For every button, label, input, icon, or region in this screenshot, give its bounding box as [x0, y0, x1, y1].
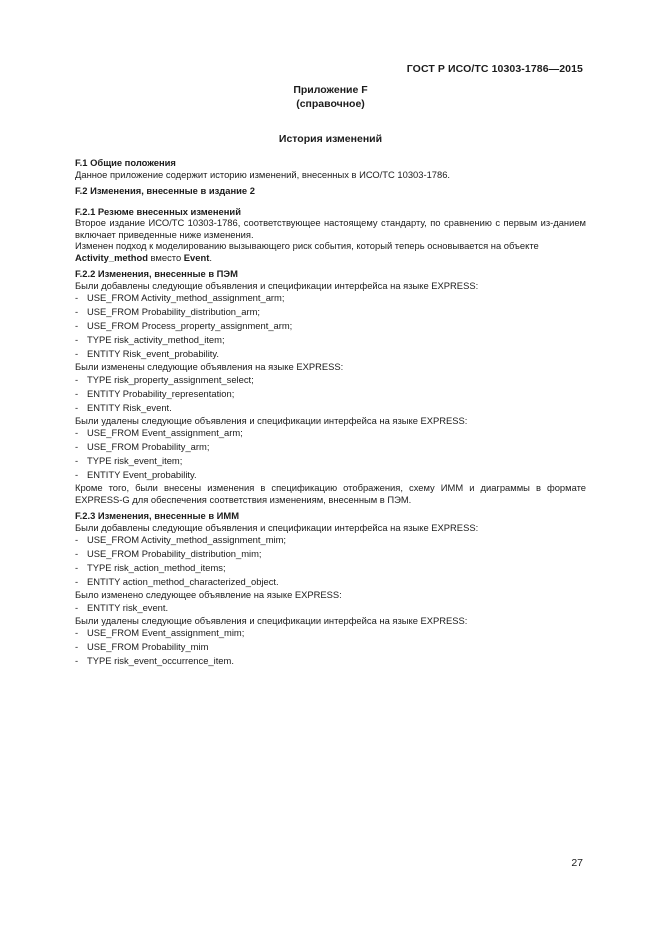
- f22-added-list: [75, 291, 586, 361]
- annex-subtitle: (справочное): [296, 98, 365, 110]
- list-item: - TYPE risk_activity_method_item;: [75, 334, 225, 345]
- document-body: [75, 157, 586, 668]
- list-item: - ENTITY action_method_characterized_object.: [75, 576, 279, 587]
- page-number: 27: [571, 857, 583, 869]
- section-f21-heading: F.2.1 Резюме внесенных изменений: [75, 205, 241, 217]
- list-item: - USE_FROM Process_property_assignment_arm;: [75, 320, 293, 331]
- list-item: - ENTITY Risk_event.: [75, 401, 172, 413]
- list-item: - USE_FROM Probability_distribution_mim;: [75, 548, 262, 559]
- f23-changed-list: [75, 601, 586, 615]
- list-item: - TYPE risk_action_method_items;: [75, 562, 226, 573]
- list-item: - ENTITY Event_probability.: [75, 469, 197, 480]
- section-f2-heading: F.2 Изменения, внесенные в издание 2: [75, 185, 255, 196]
- f22-removed-list: [75, 426, 586, 482]
- list-item: - USE_FROM Event_assignment_arm;: [75, 427, 243, 438]
- list-item: - USE_FROM Probability_mim: [75, 641, 209, 652]
- list-item: - ENTITY risk_event.: [75, 601, 169, 613]
- list-item: - USE_FROM Probability_distribution_arm;: [75, 306, 260, 317]
- f23-added-list: [75, 533, 586, 589]
- list-item: - TYPE risk_event_item;: [75, 455, 183, 466]
- f23-changed-intro: Было изменено следующее объявление на языке EXPRESS:: [75, 589, 342, 600]
- list-item: - ENTITY Probability_representation;: [75, 387, 235, 399]
- event-term: Event: [183, 251, 210, 263]
- list-item: - USE_FROM Activity_method_assignment_mim;: [75, 534, 287, 545]
- section-f1-heading: F.1 Общие положения: [75, 157, 176, 168]
- history-title: История изменений: [278, 133, 383, 145]
- section-f23-heading: F.2.3 Изменения, внесенные в ИММ: [75, 510, 240, 521]
- list-item: - TYPE risk_property_assignment_select;: [75, 373, 254, 385]
- standard-header: ГОСТ Р ИСО/ТС 10303-1786—2015: [406, 63, 583, 75]
- list-item: - ENTITY Risk_event_probability.: [75, 348, 219, 359]
- f22-changed-intro: Были изменены следующие объявления на языке EXPRESS:: [75, 361, 344, 372]
- f22-added-intro: Были добавлены следующие объявления и спецификации интерфейса на языке EXPRESS:: [75, 279, 479, 291]
- list-item: - USE_FROM Event_assignment_mim;: [75, 627, 245, 638]
- section-f1-text: Данное приложение содержит историю изменений, внесенных в ИСО/ТС 10303-1786.: [75, 168, 451, 180]
- list-item: - TYPE risk_event_occurrence_item.: [75, 655, 234, 666]
- list-item: - USE_FROM Probability_arm;: [75, 441, 210, 452]
- activity-method-term: Activity_method: [75, 251, 148, 263]
- list-item: - USE_FROM Activity_method_assignment_arm;: [75, 292, 285, 303]
- section-f22-heading: F.2.2 Изменения, внесенные в ПЭМ: [75, 268, 238, 279]
- f23-removed-intro: Были удалены следующие объявления и спецификации интерфейса на языке EXPRESS:: [75, 614, 468, 626]
- f23-added-intro: Были добавлены следующие объявления и спецификации интерфейса на языке EXPRESS:: [75, 521, 479, 533]
- annex-heading: [0, 83, 661, 111]
- section-f21-text2b: Activity_method вместо Event.: [75, 251, 212, 263]
- section-f21-text2a: Изменен подход к моделированию вызывающего риск события, который теперь основывается на объекте: [75, 240, 539, 251]
- f23-removed-list: [75, 626, 586, 668]
- f22-removed-intro: Были удалены следующие объявления и спецификации интерфейса на языке EXPRESS:: [75, 414, 468, 426]
- f22-changed-list: [75, 373, 586, 415]
- section-f21-text1: Второе издание ИСО/ТС 10303-1786, соответствующее настоящему стандарту, по сравнению с первым из-данием включает приведенные ниже изменения.: [75, 217, 586, 240]
- f22-closing: Кроме того, были внесены изменения в спецификацию отображения, схему ИММ и диаграммы в формате EXPRESS-G для обеспечения соответствия изменениям, внесенным в ПЭМ.: [75, 482, 586, 505]
- annex-title: Приложение F: [293, 84, 368, 96]
